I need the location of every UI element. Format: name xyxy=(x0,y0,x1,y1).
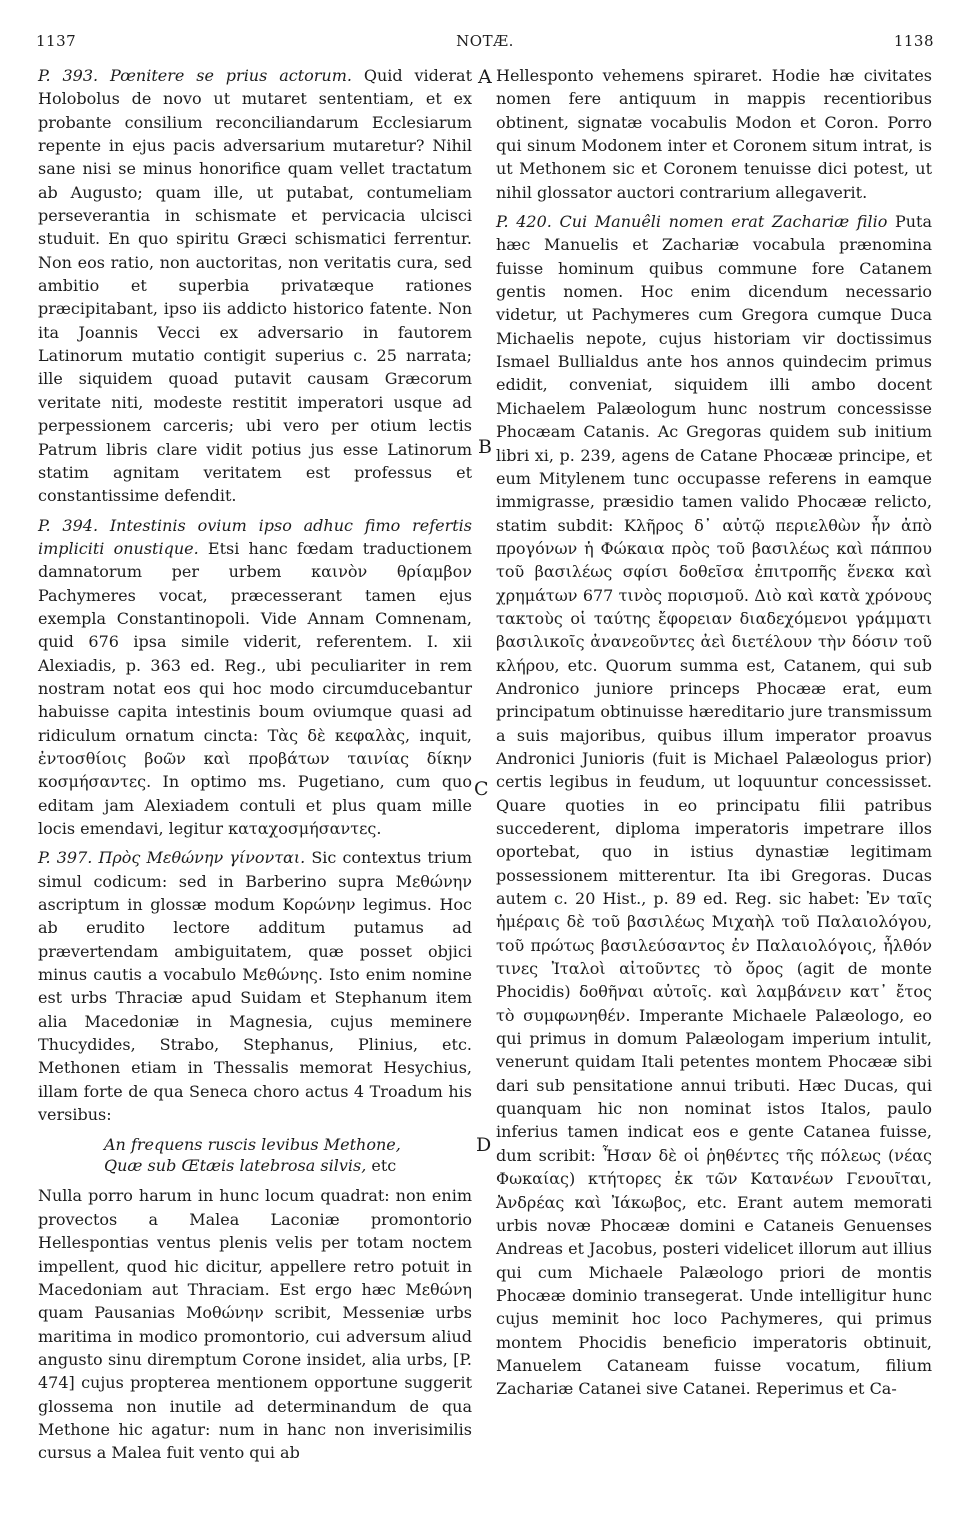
note-text: Sic contextus trium simul codicum: sed in Barberino supra Μεθώνην ascriptum in glossæ modum Κορώνην legimus. Hoc ab erudito lectore additum putamus ad prævertendam ambiguitatem, quæ posset objici minus cautis a vocabulo Μεθώνης. Isto enim nomine est urbs Thraciæ apud Suidam et Stephanum item alia Macedoniæ in Magnesia, cujus meminere Thucydides, Strabo, Stephanus, Plinius, etc. Methonen etiam in Thessalis memorat Hesychius, illam forte de qua Seneca choro actus 4 Troadum his versibus: xyxy=(38,848,472,1125)
note-paragraph xyxy=(38,514,472,841)
section-marker-c: C xyxy=(474,778,489,800)
note-paragraph xyxy=(38,846,472,1126)
note-text: Hellesponto vehemens spiraret. Hodie hæ civitates nomen fere antiquum in mappis recentioribus obtinent, signatæ vocabulis Modon et Coron. Porro qui sinum Modonem inter et Coronem situm intrat, is ut Methonem sic et Coronem tenuisse dici potest, ut nihil glossator auctori contrarium allegaverit. xyxy=(496,66,932,202)
section-marker-b: B xyxy=(478,436,492,458)
note-text: Quid viderat Holobolus de novo ut mutaret sententiam, et ex probante consilium reconciliandarum Ecclesiarum repente in ejus pacis adversarium mutaretur? Nihil sane nisi se minus honorifice quam vellet tractatum ab Augusto; quam ille, ut putabat, contumeliam perseverantia in schismate et pervicacia ulcisci studuit. En quo spiritu Græci schismatici ferrentur. Non eos ratio, non auctoritas, non veritatis cura, sed ambitio et superbia privatæque rationes præcipitabant, ipso iis addicto historico fatente. Non ita Joannis Vecci ex adversario in fautorem Latinorum mutatio contigit superius c. 25 narrata; ille siquidem quoad putavit causam Græcorum veritate niti, modeste restitit imperatori usque ad perpessionem carceris; ubi vero per otium lectis Patrum libris clare vidit potius jus esse Latinorum statim agnitam veritatem est professus et constantissime defendit. xyxy=(38,66,473,506)
note-paragraph xyxy=(38,1184,472,1464)
note-lemma: P. 394. Intestinis ovium ipso adhuc fimo refertis impliciti onustique. xyxy=(38,515,472,558)
note-lemma: P. 420. Cui Manuêli nomen erat Zachariæ filio xyxy=(496,212,888,232)
note-lemma: P. 393. Pœnitere se prius actorum. xyxy=(38,66,352,85)
note-text: Puta hæc Manuelis et Zachariæ vocabula prænomina fuisse hominum quibus commune fore Catanem gentis nomen. Hoc enim dicendum necessario videtur, ut Pachymeres cum Gregora cumque Duca Michaelis nepote, cujus historiam vir doctissimus Ismael Bullialdus ante hos annos quindecim primus edidit, conveniat, siquidem illi ambo docent Michaelem Palæologum hunc nostrum concessisse Phocæam Catanis. Ac Gregoras quidem sub initium libri xi, p. 239, agens de Catane Phocææ principe, et eum Mitylenem tunc occupasse referens in eamque immigrasse, præsidio tamen valido Phocææ relicto, statim subdit: Κλῆρος δ᾽ αὐτῷ περιελθὼν ἦν ἀπὸ προγόνων ἡ Φώκαια πρὸς τοῦ βασιλέως καὶ πάππου τοῦ βασιλέως σφίσι δοθεῖσα ἐπιτροπῆς ἕνεκα καὶ χρημάτων 677 τινὸς πορισμοῦ. Διὸ καὶ κατὰ χρόνους τακτοὺς οἱ ταύτης ἔφορειαν διαδεχόμενοι γράμματι βασιλικοῖς ἀνανεοῦντες ἀεὶ διετέλουν τὴν δόσιν τοῦ κλήρου, etc. Quorum summa est, Catanem, qui sub Andronico juniore princeps Phocææ erat, eum principatum obtinuisse hæreditario jure transmissum a suis majoribus, quibus illum imperator proavus Andronici Junioris (fuit is Michael Palæologus prior) certis legibus in feudum, ut loquuntur concessisset. Quare quoties in eo principatu filii patribus succederent, diploma imperatoris impetrare illos oportebat, quo in istius dynastiæ legitimam possessionem mitterentur. Ita ibi Gregoras. Ducas autem c. 20 Hist., p. 89 ed. Reg. sic habet: Ἐν ταῖς ἡμέραις δὲ τοῦ βασιλέως Μιχαὴλ τοῦ Παλαιολόγου, τοῦ πρώτως βασιλεύσαντος ἐν Παλαιολόγοις, ἦλθόν τινες Ἰταλοὶ αἰτοῦντες τὸ ὄρος (agit de monte Phocidis) δοθῆναι αὐτοῖς. καὶ λαμβάνειν κατ᾽ ἔτος τὸ συμφωνηθέν. Imperante Michaele Palæologo, eo qui primus in domum Palæologam imperium intulit, venerunt quidam Itali petentes montem Phocææ sibi dari sub pensitatione annui tributi. Hæc Ducas, qui quanquam hic non nominat istos Italos, paulo inferius tamen indicat eos e gente Catanea fuisse, dum scribit: Ἦσαν δὲ οἱ ῥηθέντες τῆς πόλεως (νέας Φωκαίας) κτήτορες ἐκ τῶν Κατανέων Γενουῖται, Ἀνδρέας καὶ Ἰάκωβος, etc. Erant autem memorati urbis novæ Phocææ domini e Cataneis Genuenses Andreas et Jacobus, posteri videlicet illorum aut illius qui cum Michaele Palæologo priori de montis Phocææ dominio transegerat. Unde intelligitur hunc cujus meminit hoc loco Pachymeres, qui primus montem Phocidis beneficio imperatoris obtinuit, Manuelem Cataneam fuisse vocatum, filium Zachariæ Catanei sive Catanei. Reperimus et Ca- xyxy=(496,212,932,1399)
note-paragraph xyxy=(38,64,472,508)
verse-line: Quæ sub Œtæis latebrosa silvis, etc xyxy=(104,1156,397,1176)
running-title: NOTÆ. xyxy=(456,32,514,50)
verse-quotation xyxy=(104,1134,472,1176)
section-marker-d: D xyxy=(476,1134,492,1156)
page-number-right: 1138 xyxy=(893,32,934,50)
section-marker-a: A xyxy=(478,66,492,88)
page-number-left: 1137 xyxy=(36,32,77,50)
note-lemma: P. 397. Πρὸς Μεθώνην γίνονται. xyxy=(38,848,306,868)
note-paragraph xyxy=(496,210,932,1401)
left-column xyxy=(38,64,472,1465)
note-text: Etsi hanc fœdam traductionem damnatorum per urbem καινὸν θρίαμβον Pachymeres vocat, præcesserant tamen ejus exempla Constantinopoli. Vide Annam Comnenam, quid 676 ipsa simile viderit, referentem. I. xii Alexiadis, p. 363 ed. Reg., ubi peculiariter in rem nostram notat eos qui hoc modo circumducebantur habuisse capita intestinis boum oviumque quasi ad ridiculum ornatum cincta: Τὰς δὲ κεφαλὰς, inquit, ἐντοσθίοις βοῶν καὶ προβάτων ταινίας δίκην κοσμήσαντες. In optimo ms. Pugetiano, cum quo editam jam Alexiadem contuli et plus quam mille locis emendavi, legitur καταχοσμήσαντες. xyxy=(38,538,473,838)
note-text: Nulla porro harum in hunc locum quadrat: non enim provectos a Malea Laconiæ promontorio Hellespontias ventus plenis velis per totam noctem impellent, quod hic dicitur, appellere retro potuit in Macedoniam aut Thraciam. Est ergo hæc Μεθώνη quam Pausanias Μοθώνην scribit, Messeniæ urbs maritima in modico promontorio, cui adversum aliud angusto sinu diremptum Corone insidet, alia urbs, [P. 474] cujus propterea mentionem opportune suggerit glossema non inutile ad determinandum de qua Methone hic agatur: num in hanc non inverisimilis cursus a Malea fuit vento qui ab xyxy=(38,1186,472,1463)
right-column xyxy=(496,64,932,1401)
verse-line: An frequens ruscis levibus Methone, xyxy=(104,1135,401,1155)
note-paragraph xyxy=(496,64,932,204)
